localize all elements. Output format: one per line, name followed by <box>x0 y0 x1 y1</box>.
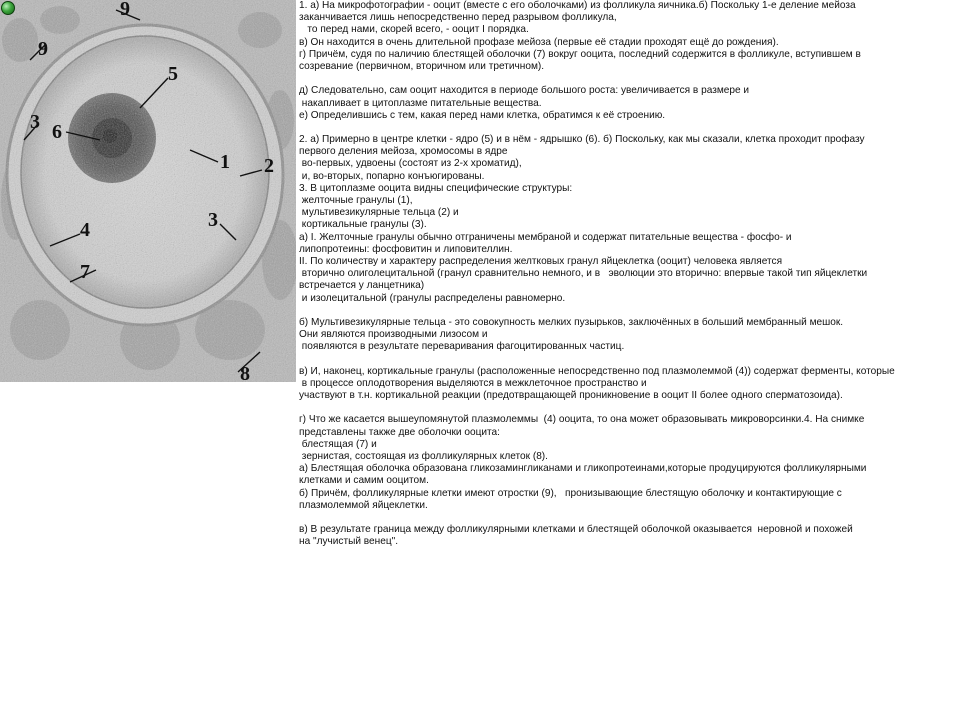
text-line <box>299 353 955 365</box>
text-line: встречается у ланцетника) <box>299 280 425 292</box>
text-line: Они являются производными лизосом и <box>299 329 488 341</box>
text-line: 2. а) Примерно в центре клетки - ядро (5) и в нём - ядрышко (6). б) Поскольку, как мы сказали, клетка проходит профазу <box>299 134 865 146</box>
text-line: липопротеины: фосфовитин и липовителлин. <box>299 243 513 255</box>
text-line: в) В результате граница между фолликулярными клетками и блестящей оболочкой оказывается неровной и похожей <box>299 524 853 536</box>
label-4: 4 <box>80 219 90 241</box>
text-line: г) Что же касается вышеупомянутой плазмолеммы (4) ооцита, то она может образовывать микроворсинки.4. На снимке <box>299 414 865 426</box>
text-line: 1. а) На микрофотографии - ооцит (вместе с его оболочками) из фолликула яичника.б) Поскольку 1-е деление мейоза <box>299 0 856 11</box>
text-line <box>299 402 955 414</box>
text-line: блестящая (7) и <box>299 438 377 450</box>
text-line: во-первых, удвоены (состоят из 2-х хроматид), <box>299 158 522 170</box>
text-line: клетками и самим ооцитом. <box>299 475 429 487</box>
label-1: 1 <box>220 151 230 173</box>
label-6: 6 <box>52 121 62 143</box>
text-line: в) Он находится в очень длительной профазе мейоза (первые её стадии проходят ещё до рождения). <box>299 36 779 48</box>
text-line <box>299 73 955 85</box>
text-line <box>299 122 955 134</box>
text-line: а) I. Желточные гранулы обычно отграничены мембраной и содержат питательные вещества - фосфо- и <box>299 231 792 243</box>
label-8: 8 <box>240 363 250 382</box>
text-line <box>299 548 955 560</box>
text-line: II. По количеству и характеру распределения желтковых гранул яйцеклетка (ооцит) человека является <box>299 255 783 267</box>
text-line: а) Блестящая оболочка образована гликозамингликанами и гликопротеинами,которые продуцируются фолликулярными <box>299 463 867 475</box>
text-line: е) Определившись с тем, какая перед нами клетка, обратимся к её строению. <box>299 109 666 121</box>
label-9-top: 9 <box>120 0 130 20</box>
label-7: 7 <box>80 261 90 283</box>
oocyte-micrograph <box>0 0 296 382</box>
label-9-left: 9 <box>38 38 48 60</box>
text-line: заканчивается лишь непосредственно перед разрывом фолликула, <box>299 12 617 24</box>
text-line: 3. В цитоплазме ооцита видны специфические структуры: <box>299 182 573 194</box>
text-line: мультивезикулярные тельца (2) и <box>299 207 459 219</box>
text-line: появляются в результате переваривания фагоцитированных частиц. <box>299 341 625 353</box>
text-line: созревание (первичном, вторичном или третичном). <box>299 60 545 72</box>
label-3-right: 3 <box>208 209 218 231</box>
text-line: б) Мультивезикулярные тельца - это совокупность мелких пузырьков, заключённых в больший мембранный мешок. <box>299 316 844 328</box>
text-line: участвуют в т.н. кортикальной реакции (предотвращающей проникновение в ооцит II более одного сперматозоида). <box>299 390 843 401</box>
text-line: представлены также две оболочки ооцита: <box>299 426 500 438</box>
label-5: 5 <box>168 63 178 85</box>
bullet-icon <box>1 1 15 15</box>
text-line <box>299 305 955 317</box>
text-line: на "лучистый венец". <box>299 536 398 548</box>
text-line: желточные гранулы (1), <box>299 195 413 206</box>
text-line: д) Следовательно, сам ооцит находится в периоде большого роста: увеличивается в размере и <box>299 85 750 97</box>
text-line: зернистая, состоящая из фолликулярных клеток (8). <box>299 450 548 462</box>
text-line: в процессе оплодотворения выделяются в межклеточное пространство и <box>299 377 647 389</box>
text-line: кортикальные гранулы (3). <box>299 219 427 231</box>
text-line: плазмолеммой яйцеклетки. <box>299 499 428 511</box>
label-3-left: 3 <box>30 111 40 133</box>
text-line: то перед нами, скорей всего, - ооцит I порядка. <box>299 24 529 36</box>
text-line: г) Причём, судя по наличию блестящей оболочки (7) вокруг ооцита, последний содержится в фолликуле, вступившем в <box>299 48 861 60</box>
text-line: первого деления мейоза, хромосомы в ядре <box>299 146 508 158</box>
text-line: и изолецитальной (гранулы распределены равномерно. <box>299 292 566 304</box>
label-2: 2 <box>264 155 274 177</box>
text-line: и, во-вторых, попарно конъюгированы. <box>299 170 485 182</box>
text-line: вторично олиголецитальной (гранул сравнительно немного, и в эволюции это вторично: впервые такой тип яйцеклетки <box>299 268 868 280</box>
text-line: накапливает в цитоплазме питательные вещества. <box>299 97 542 109</box>
explanation-text <box>299 0 955 561</box>
text-line: б) Причём, фолликулярные клетки имеют отростки (9), пронизывающие блестящую оболочку и контактирующие с <box>299 487 842 499</box>
text-line <box>299 512 955 524</box>
text-line: в) И, наконец, кортикальные гранулы (расположенные непосредственно под плазмолеммой (4)) содержат ферменты, которые <box>299 365 895 377</box>
